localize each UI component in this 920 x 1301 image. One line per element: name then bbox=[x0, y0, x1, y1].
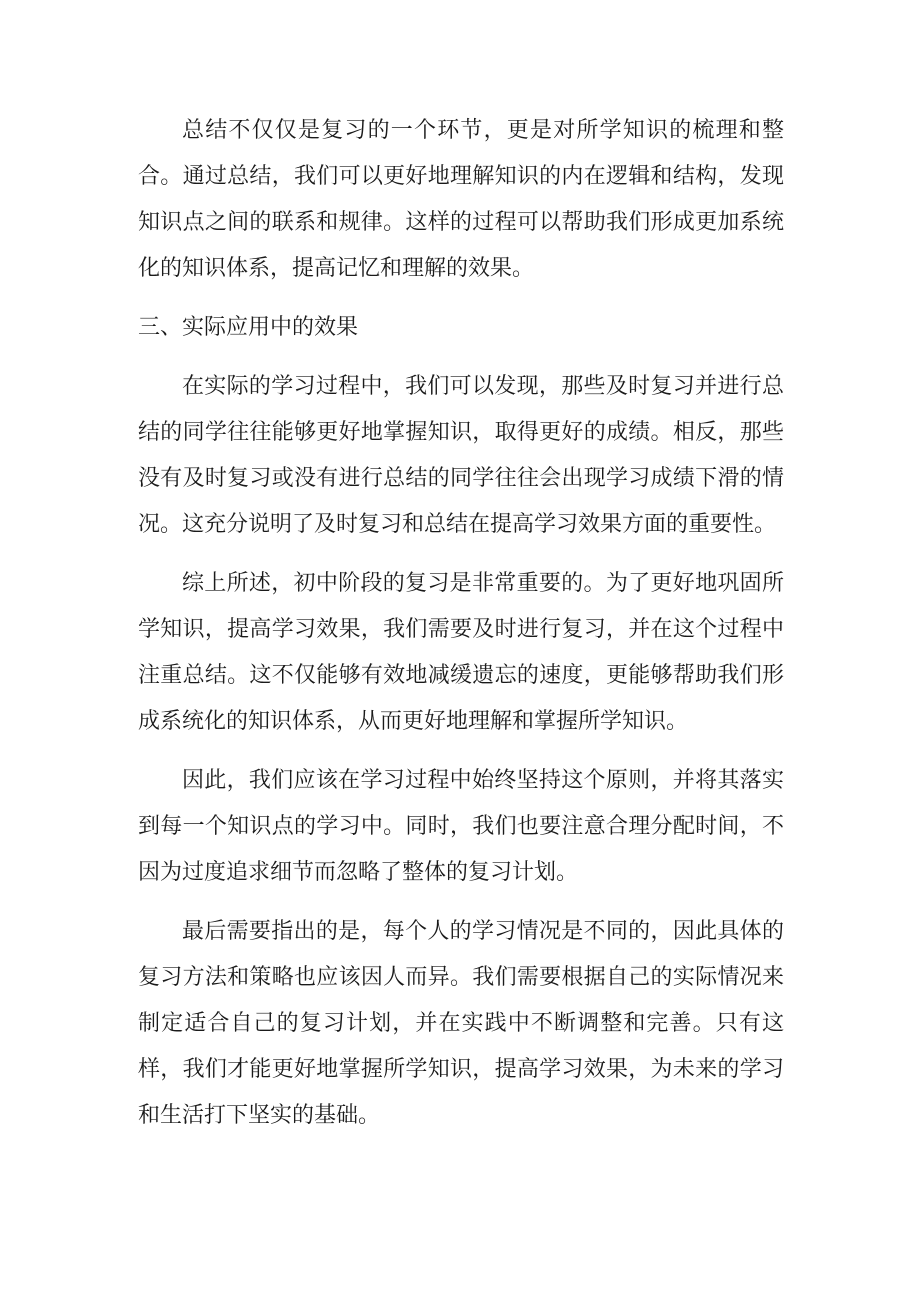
paragraph-summary-importance: 总结不仅仅是复习的一个环节，更是对所学知识的梳理和整合。通过总结，我们可以更好地理解知识的内在逻辑和结构，发现知识点之间的联系和规律。这样的过程可以帮助我们形成更加系统化的知识体系，提高记忆和理解的效果。 bbox=[138, 118, 784, 281]
paragraph-final-note: 最后需要指出的是，每个人的学习情况是不同的，因此具体的复习方法和策略也应该因人而异。我们需要根据自己的实际情况来制定适合自己的复习计划，并在实践中不断调整和完善。只有这样，我们才能更好地掌握所学知识，提高学习效果，为未来的学习和生活打下坚实的基础。 bbox=[138, 919, 784, 1128]
section-heading-practical-effect: 三、实际应用中的效果 bbox=[138, 315, 359, 340]
document-body bbox=[138, 108, 784, 1152]
paragraph-practical-observation: 在实际的学习过程中，我们可以发现，那些及时复习并进行总结的同学往往能够更好地掌握知识，取得更好的成绩。相反，那些没有及时复习或没有进行总结的同学往往会出现学习成绩下滑的情况。这充分说明了及时复习和总结在提高学习效果方面的重要性。 bbox=[138, 374, 784, 537]
paragraph-principle: 因此，我们应该在学习过程中始终坚持这个原则，并将其落实到每一个知识点的学习中。同时，我们也要注意合理分配时间，不因为过度追求细节而忽略了整体的复习计划。 bbox=[138, 768, 784, 885]
paragraph-conclusion: 综上所述，初中阶段的复习是非常重要的。为了更好地巩固所学知识，提高学习效果，我们需要及时进行复习，并在这个过程中注重总结。这不仅能够有效地减缓遗忘的速度，更能够帮助我们形成系统化的知识体系，从而更好地理解和掌握所学知识。 bbox=[138, 571, 784, 734]
